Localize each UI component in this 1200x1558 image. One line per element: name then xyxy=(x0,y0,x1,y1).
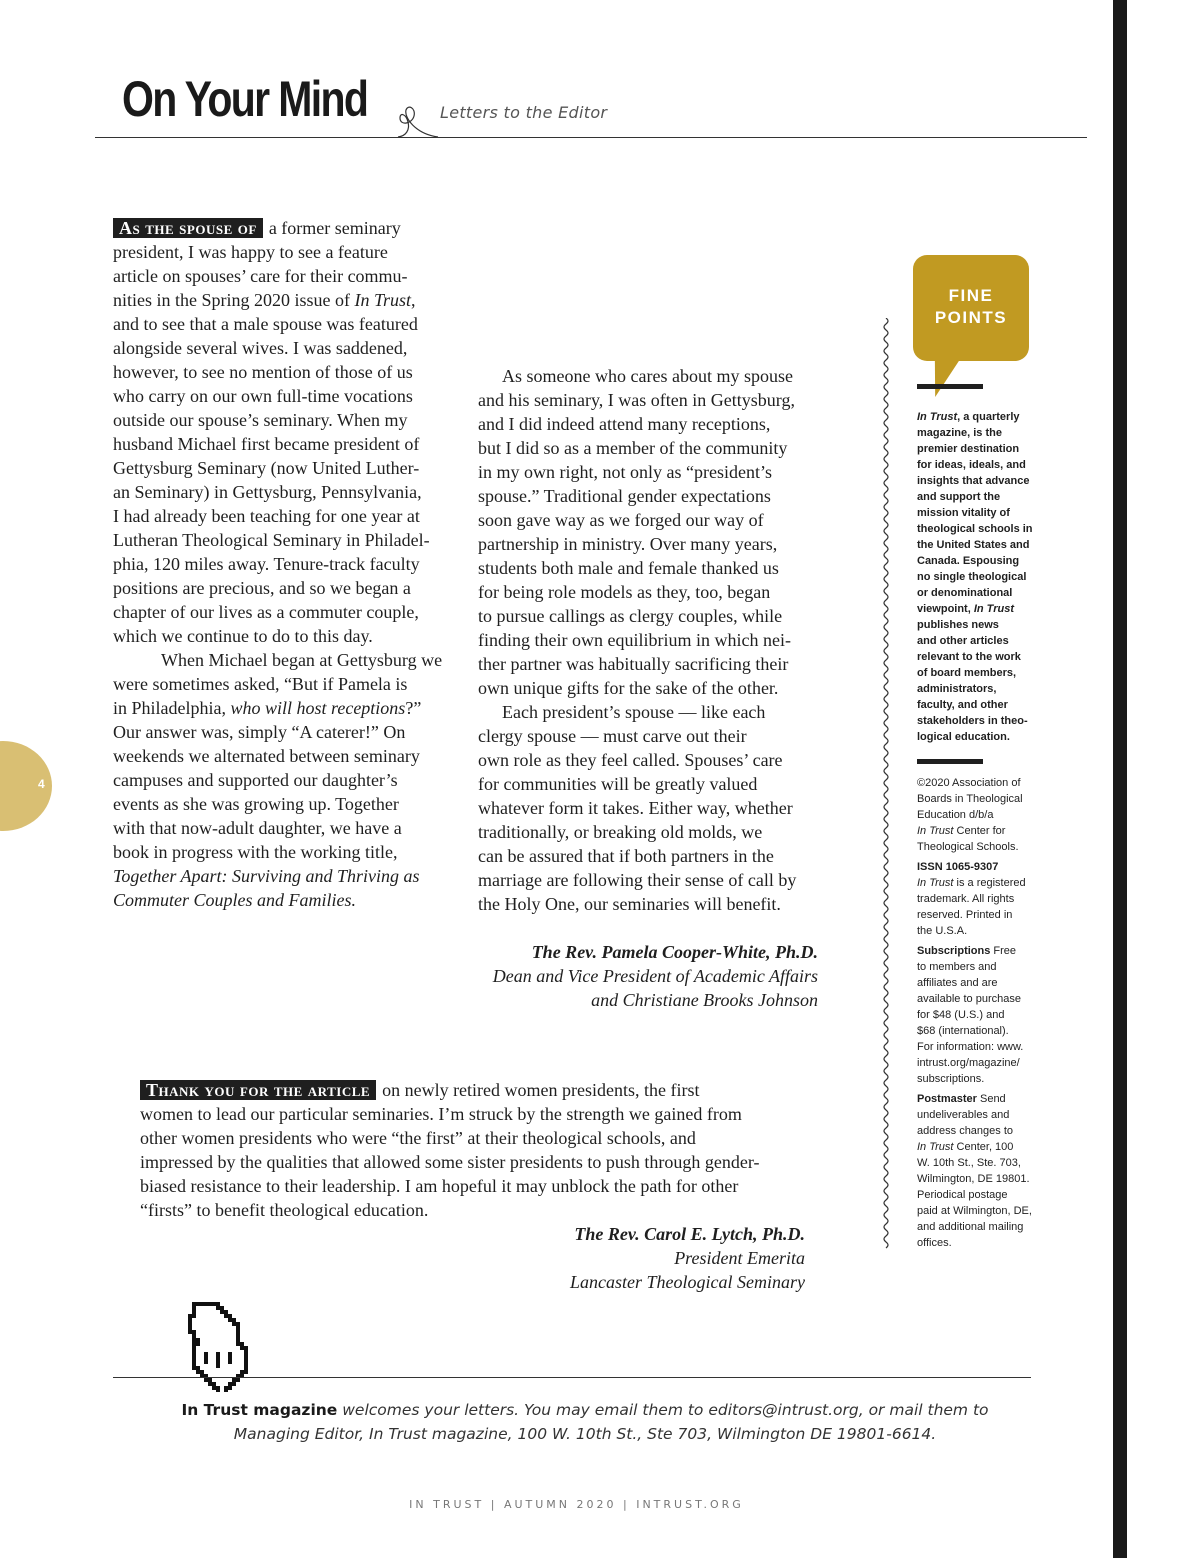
page-number: 4 xyxy=(38,777,45,791)
text-line: an Seminary) in Gettysburg, Pennsylvania, xyxy=(113,482,422,502)
header-loop-ornament xyxy=(396,100,440,140)
text-line: other women presidents who were “the first” at their theological schools, and xyxy=(140,1128,696,1148)
page-title: On Your Mind xyxy=(122,71,368,127)
fine-points-masthead xyxy=(917,775,1047,1251)
text-line: alongside several wives. I was saddened, xyxy=(113,338,408,358)
fine-points-rule xyxy=(917,384,983,389)
fine-points-about: In Trust, a quarterly magazine, is the premier destination for ideas, ideals, and insights that advance and support the mission vitality of theological schools in the United States and Canada. Espousing no single theological or denominational viewpoint, In Trust publishes news and other articles relevant to the work of board members, administrators, faculty, and other stakeholders in theo- logical education. xyxy=(917,411,1033,743)
text-line: biased resistance to their leadership. I am hopeful it may unblock the path for other xyxy=(140,1176,739,1196)
signature-title: President Emerita xyxy=(674,1248,805,1268)
letters-invitation: In Trust magazine welcomes your letters. You may email them to editors@intrust.org, or mail them to Managing Editor, In Trust magazine, 100 W. 10th St., Ste 703, Wilmington DE 19801-6614. xyxy=(181,1401,989,1443)
signature-title: Lancaster Theological Seminary xyxy=(570,1272,805,1292)
bottom-rule xyxy=(113,1377,1031,1378)
text-line: in Philadelphia, who will host receptions?” xyxy=(113,698,422,718)
text-line: partnership in ministry. Over many years, xyxy=(478,534,778,554)
issn-block: ISSN 1065-9307 In Trust is a registered trademark. All rights reserved. Printed in the U.S.A. xyxy=(917,861,1026,937)
text-line: nities in the Spring 2020 issue of In Trust, xyxy=(113,290,416,310)
text-line: weekends we alternated between seminary xyxy=(113,746,420,766)
fine-points-badge-tail xyxy=(921,355,963,397)
text-line: husband Michael first became president of xyxy=(113,434,420,454)
postmaster-block: Postmaster Send undeliverables and address changes to In Trust Center, 100 W. 10th St., Ste. 703, Wilmington, DE 19801. Periodical postage paid at Wilmington, DE, and additional mailing offices. xyxy=(917,1093,1032,1249)
text-line: ther partner was habitually sacrificing their xyxy=(478,654,789,674)
text-line: in my own right, not only as “president’s xyxy=(478,462,772,482)
text-line: As someone who cares about my spouse xyxy=(502,366,793,386)
text-line: Together Apart: Surviving and Thriving as xyxy=(113,866,420,886)
pointing-hand-icon xyxy=(186,1300,254,1392)
text-line: own unique gifts for the sake of the other. xyxy=(478,678,779,698)
text-line: Gettysburg Seminary (now United Luther- xyxy=(113,458,420,478)
text-line: however, to see no mention of those of us xyxy=(113,362,413,382)
text-line: whatever form it takes. Either way, whether xyxy=(478,798,793,818)
sidebar-wavy-rule xyxy=(880,318,892,1254)
letter2-first-line: Thank you for the article on newly retired women presidents, the first xyxy=(140,1078,805,1102)
text-line: can be assured that if both partners in the xyxy=(478,846,774,866)
page-edge-bar xyxy=(1113,0,1127,1558)
text-line: article on spouses’ care for their commu- xyxy=(113,266,408,286)
text-line: soon gave way as we forged our way of xyxy=(478,510,764,530)
text-line: traditionally, or breaking old molds, we xyxy=(478,822,763,842)
text-line: I had already been teaching for one year at xyxy=(113,506,420,526)
letter1-first-line: As the spouse of a former seminary xyxy=(113,216,458,240)
text-line: outside our spouse’s seminary. When my xyxy=(113,410,408,430)
text-line: phia, 120 miles away. Tenure-track faculty xyxy=(113,554,420,574)
letter1-lead-in: As the spouse of xyxy=(113,218,263,238)
text-line: When Michael began at Gettysburg we xyxy=(161,650,443,670)
text-line: Each president’s spouse — like each xyxy=(502,702,766,722)
text-line: for communities will be greatly valued xyxy=(478,774,758,794)
text-line: “firsts” to benefit theological education. xyxy=(140,1200,429,1220)
letter2-lead-in: Thank you for the article xyxy=(140,1080,376,1100)
signature-title: and Christiane Brooks Johnson xyxy=(591,990,818,1010)
text-line: for being role models as they, too, began xyxy=(478,582,771,602)
text-line: president, I was happy to see a feature xyxy=(113,242,388,262)
page-subtitle: Letters to the Editor xyxy=(440,103,608,122)
text-line: campuses and supported our daughter’s xyxy=(113,770,398,790)
letter1-column2 xyxy=(478,364,818,1012)
text-line: finding their own equilibrium in which nei- xyxy=(478,630,791,650)
header-rule xyxy=(95,137,1087,138)
text-line: own role as they feel called. Spouses’ care xyxy=(478,750,783,770)
text-line: book in progress with the working title, xyxy=(113,842,398,862)
about-line-rest: , a quarterly xyxy=(957,411,1020,423)
copyright-block: ©2020 Association of Boards in Theological Education d/b/a In Trust Center for Theological Schools. xyxy=(917,777,1023,853)
text-line: chapter of our lives as a commuter couple, xyxy=(113,602,419,622)
letter2-signature xyxy=(140,1222,805,1294)
text-line: Commuter Couples and Families. xyxy=(113,890,356,910)
text-line: clergy spouse — must carve out their xyxy=(478,726,747,746)
text-line: to pursue callings as clergy couples, while xyxy=(478,606,783,626)
text-line: women to lead our particular seminaries. I’m struck by the strength we gained from xyxy=(140,1104,742,1124)
text-line: and to see that a male spouse was featured xyxy=(113,314,418,334)
letter1-column1 xyxy=(113,216,458,912)
page-footer: IN TRUST | AUTUMN 2020 | INTRUST.ORG xyxy=(409,1498,744,1511)
text-line: impressed by the qualities that allowed some sister presidents to push through gender- xyxy=(140,1152,760,1172)
text-line: the Holy One, our seminaries will benefit. xyxy=(478,894,781,914)
text-line: positions are precious, and so we began a xyxy=(113,578,411,598)
letter2 xyxy=(140,1078,805,1294)
signature-name: The Rev. Carol E. Lytch, Ph.D. xyxy=(574,1224,805,1244)
text-line: who carry on our own full-time vocations xyxy=(113,386,413,406)
signature-title: Dean and Vice President of Academic Affairs xyxy=(492,966,818,986)
text-line: students both male and female thanked us xyxy=(478,558,779,578)
text-line: spouse.” Traditional gender expectations xyxy=(478,486,771,506)
text-line: but I did so as a member of the community xyxy=(478,438,788,458)
text-line: with that now-adult daughter, we have a xyxy=(113,818,402,838)
subscriptions-block: Subscriptions Free to members and affiliates and are available to purchase for $48 (U.S.) and $68 (international). For information: www. intrust.org/magazine/ subscriptions. xyxy=(917,945,1024,1085)
text-line: and I did indeed attend many receptions, xyxy=(478,414,771,434)
fine-points-rule xyxy=(917,759,983,764)
text-line: events as she was growing up. Together xyxy=(113,794,399,814)
signature-name: The Rev. Pamela Cooper-White, Ph.D. xyxy=(531,942,818,962)
text-line: Lutheran Theological Seminary in Philadel- xyxy=(113,530,430,550)
text-line: which we continue to do to this day. xyxy=(113,626,373,646)
text-line: Our answer was, simply “A caterer!” On xyxy=(113,722,406,742)
text-line: marriage are following their sense of call by xyxy=(478,870,797,890)
letter1-signature xyxy=(478,940,818,1012)
text-line: were sometimes asked, “But if Pamela is xyxy=(113,674,408,694)
fine-points-title: FINE POINTS xyxy=(934,286,1008,327)
text-line: and his seminary, I was often in Gettysburg, xyxy=(478,390,795,410)
